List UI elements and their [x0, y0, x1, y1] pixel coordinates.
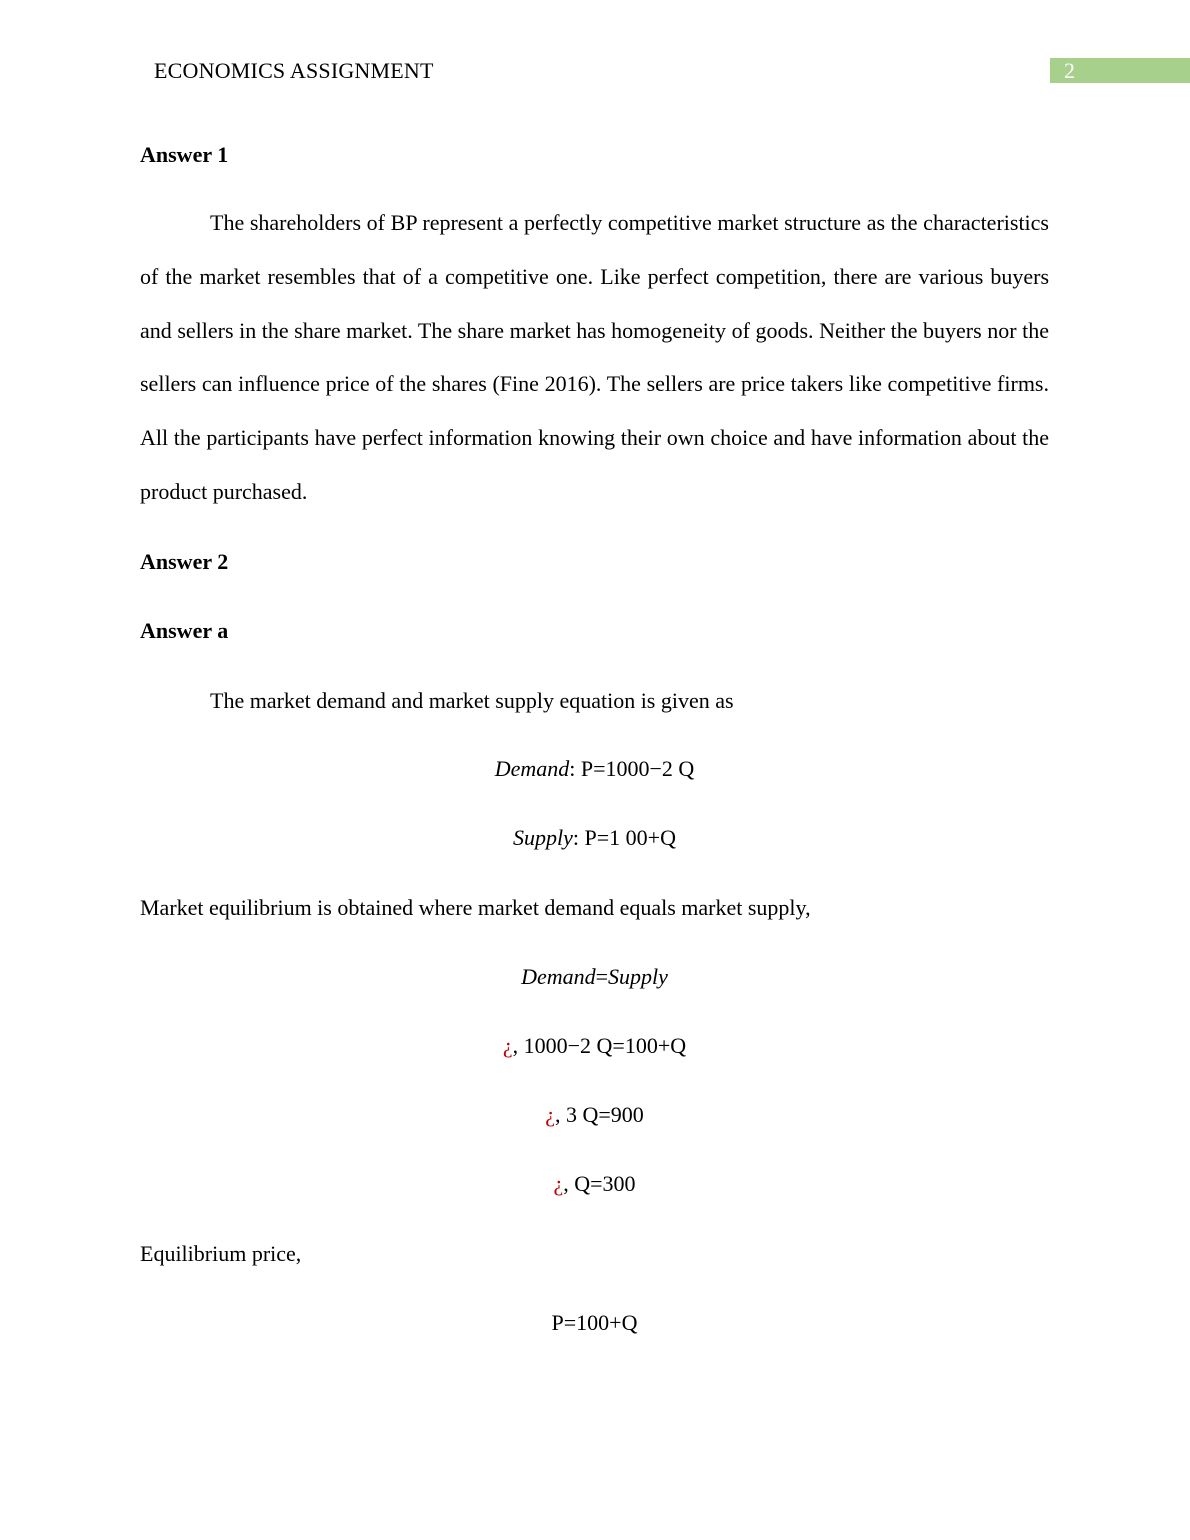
supply-expression: : P=1 00+Q	[572, 825, 676, 850]
step-1-expression: , 1000−2 Q=100+Q	[512, 1033, 687, 1058]
demand-expression: : P=1000−2 Q	[569, 756, 695, 781]
marker-glyph: ¿	[545, 1102, 555, 1127]
step-3-equation	[140, 1171, 1049, 1197]
answer-2-heading: Answer 2	[140, 549, 229, 574]
marker-glyph: ¿	[502, 1033, 513, 1058]
step-2-expression: , 3 Q=900	[554, 1102, 644, 1127]
page-number-badge: 2	[1050, 58, 1190, 83]
price-equation: P=100+Q	[551, 1310, 638, 1335]
intro-text: The market demand and market supply equation is given as	[210, 688, 734, 713]
equilibrium-text: Market equilibrium is obtained where market demand equals market supply,	[140, 895, 811, 920]
demand-equation	[140, 756, 1049, 782]
marker-glyph: ¿	[553, 1171, 564, 1196]
answer-1-paragraph: The shareholders of BP represent a perfectly competitive market structure as the characteristics of the market resembles that of a competitive one. Like perfect competition, there are various buyers and sellers in the share market. The share market has homogeneity of goods. Neither the buyers nor the sellers can influence price of the shares (Fine 2016). The sellers are price takers like competitive firms. All the participants have perfect information knowing their own choice and have information about the product purchased.	[140, 210, 1049, 504]
eq-op: =	[595, 964, 609, 989]
step-1-equation	[140, 1033, 1049, 1059]
eq-right: Supply	[608, 964, 668, 989]
answer-1-heading: Answer 1	[140, 142, 229, 167]
step-2-equation	[140, 1102, 1049, 1128]
price-text: Equilibrium price,	[140, 1241, 302, 1266]
eq-left: Demand	[521, 964, 596, 989]
supply-equation	[140, 825, 1049, 851]
supply-label: Supply	[513, 825, 573, 850]
demand-label: Demand	[494, 756, 570, 781]
demand-equals-supply	[140, 964, 1049, 990]
answer-a-heading: Answer a	[140, 618, 229, 643]
header-title: ECONOMICS ASSIGNMENT	[154, 58, 434, 83]
step-3-expression: , Q=300	[563, 1171, 636, 1196]
